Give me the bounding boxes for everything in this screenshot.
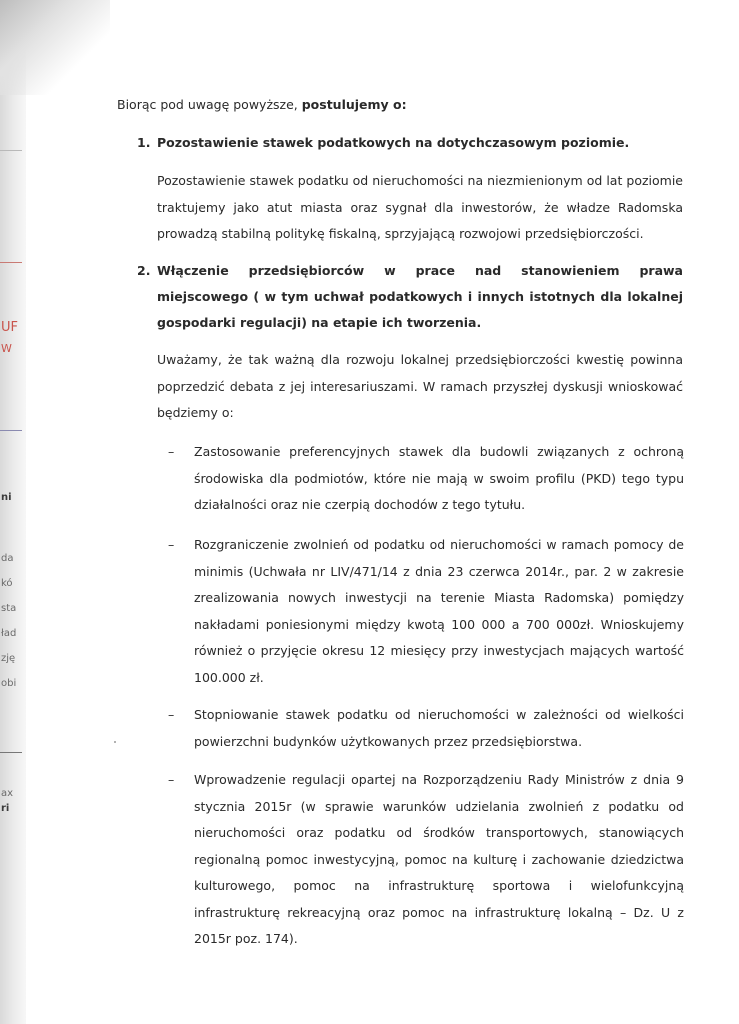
section-2-paragraph: Uważamy, że tak ważną dla rozwoju lokalnej przedsiębiorczości kwestię powinna poprzedzić debata z jej interesariuszami. W ramach przyszłej dyskusji wnioskować będziemy o: [157, 352, 683, 420]
list-dash: – [168, 707, 175, 722]
list-item-text: Rozgraniczenie zwolnień od podatku od nieruchomości w ramach pomocy de minimis (Uchwała nr LIV/471/14 z dnia 23 czerwca 2014r., par. 2 w zakresie zrealizowania nowych inwestycji na terenie Miasta Radomska) pomiędzy nakładami poniesionymi między kwotą 100 000 a 700 000zł. Wnioskujemy również o przyjęcie okresu 12 miesięcy przy inwestycjach mających wartość 100.000 zł. [194, 537, 684, 685]
bleed-fragment: UF [1, 320, 18, 335]
list-item-text: Zastosowanie preferencyjnych stawek dla budowli związanych z ochroną środowiska dla podmiotów, które nie mają w swoim profilu (PKD) tego typu działalności oraz nie czerpią dochodów z tego tytułu. [194, 444, 684, 512]
list-item-text: Stopniowanie stawek podatku od nieruchomości w zależności od wielkości powierzchni budynków użytkowanych przez przedsiębiorstwa. [194, 707, 684, 749]
bleed-fragment: ni [1, 492, 12, 503]
section-1-paragraph: Pozostawienie stawek podatku od nieruchomości na niezmienionym od lat poziomie traktujemy jako atut miasta oraz sygnał dla inwestorów, że władze Radomska prowadzą stabilną politykę fiskalną, sprzyjającą rozwojowi przedsiębiorczości. [157, 173, 683, 241]
bleed-fragment: ri [1, 803, 10, 814]
list-item [168, 767, 688, 953]
list-item [168, 702, 688, 755]
list-dash: – [168, 772, 175, 787]
bleed-fragment: W [1, 342, 12, 355]
bleed-fragment: kó [1, 578, 13, 589]
intro-text: Biorąc pod uwagę powyższe, [117, 97, 302, 112]
section-number: 1. [137, 135, 151, 150]
list-item-text: Wprowadzenie regulacji opartej na Rozporządzeniu Rady Ministrów z dnia 9 stycznia 2015r (w sprawie warunków udzielania zwolnień z podatku od nieruchomości oraz podatku od środków transportowych, stanowiących regionalną pomoc inwestycyjną, pomoc na kulturę i zachowanie dziedzictwa kulturowego, pomoc na infrastrukturę sportowa i wielofunkcyjną infrastrukturę rekreacyjną oraz pomoc na infrastrukturę lokalną – Dz. U z 2015r poz. 174). [194, 772, 684, 946]
bleed-fragment: sta [1, 603, 17, 614]
section-title: Włączenie przedsiębiorców w prace nad stanowieniem prawa miejscowego ( w tym uchwał podatkowych i innych istotnych dla lokalnej gospodarki regulacji) na etapie ich tworzenia. [157, 263, 683, 330]
bleed-fragment: ład [1, 628, 17, 639]
bleed-fragment: zję [1, 653, 16, 664]
list-item [168, 439, 688, 519]
list-item [168, 532, 688, 691]
bleed-fragment: ax [1, 788, 14, 799]
intro-sentence [117, 96, 697, 114]
intro-bold-text: postulujemy o: [301, 97, 407, 112]
list-dash: – [168, 537, 175, 552]
section-number: 2. [137, 263, 151, 278]
bleed-fragment: obi [1, 678, 17, 689]
bleed-fragment: da [1, 553, 14, 564]
list-dash: – [168, 444, 175, 459]
section-title: Pozostawienie stawek podatkowych na dotychczasowym poziomie. [157, 135, 630, 150]
section-1-heading [137, 130, 683, 156]
section-2-heading [137, 258, 683, 336]
